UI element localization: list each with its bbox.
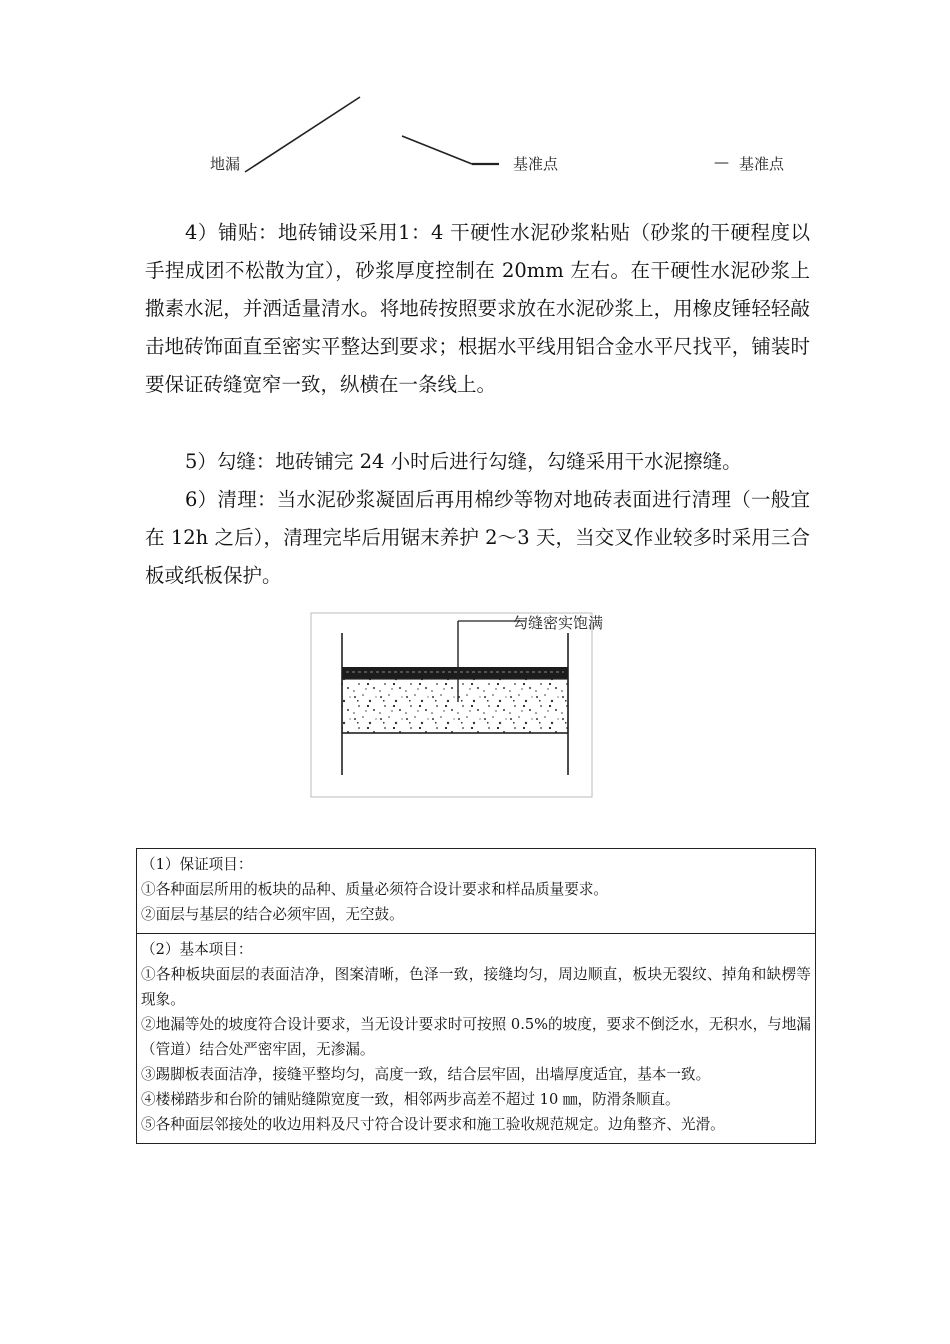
guaranteed-items-section [137,849,815,933]
basic-item: ①各种板块面层的表面洁净，图案清晰，色泽一致，接缝均匀，周边顺直，板块无裂纹、掉角和缺楞等现象。 [141,966,811,1008]
grout-callout-label: 勾缝密实饱满 [513,614,604,632]
paragraph-cleaning: 6）清理：当水泥砂浆凝固后再用棉纱等物对地砖表面进行清理（一般宜在 12h 之后），清理完毕后用锯末养护 2～3 天，当交叉作业较多时采用三合板或纸板保护。 [145,488,810,587]
basic-item: ②地漏等处的坡度符合设计要求，当无设计要求时可按照 0.5%的坡度，要求不倒泛水，无积水，与地漏（管道）结合处严密牢固，无渗漏。 [141,1016,811,1058]
paragraph-laying: 4）铺贴：地砖铺设采用1：4 干硬性水泥砂浆粘贴（砂浆的干硬程度以手捏成团不松散为宜），砂浆厚度控制在 20mm 左右。在干硬性水泥砂浆上撒素水泥，并洒适量清水。将地砖按照要求放在水泥砂浆上，用橡皮锤轻轻敲击地砖饰面直至密实平整达到要求；根据水平线用铝合金水平尺找平，铺装时要保证砖缝宽窄一致，纵横在一条线上。 [145,221,810,396]
tile-layer [342,667,568,679]
quality-requirements-box [136,848,816,1144]
slope-line-left [245,97,360,172]
datum-label-mid: 基准点 [513,155,559,173]
basic-items-section [137,933,815,1143]
basic-item: ⑤各种面层邻接处的收边用料及尺寸符合设计要求和施工验收规范规定。边角整齐、光滑。 [141,1116,725,1133]
paragraph-grouting: 5）勾缝：地砖铺完 24 小时后进行勾缝，勾缝采用干水泥擦缝。 [185,450,742,473]
slope-line-right [402,136,472,164]
floor-section-diagram [300,605,620,800]
basic-item: ③踢脚板表面洁净，接缝平整均匀，高度一致，结合层牢固，出墙厚度适宜，基本一致。 [141,1066,711,1083]
guaranteed-item: ①各种面层所用的板块的品种、质量必须符合设计要求和样品质量要求。 [141,881,609,898]
datum-label-right: 基准点 [739,155,785,173]
mortar-bed [342,679,568,733]
floor-drain-label: 地漏 [210,155,241,173]
guaranteed-item: ②面层与基层的结合必须牢固，无空鼓。 [141,906,404,923]
datum-dash-right: — [714,153,729,171]
slope-diagram [0,0,950,200]
basic-item: ④楼梯踏步和台阶的铺贴缝隙宽度一致，相邻两步高差不超过 10 ㎜，防滑条顺直。 [141,1091,680,1108]
basic-heading: （2）基本项目： [141,941,253,958]
guaranteed-heading: （1）保证项目： [141,856,253,873]
